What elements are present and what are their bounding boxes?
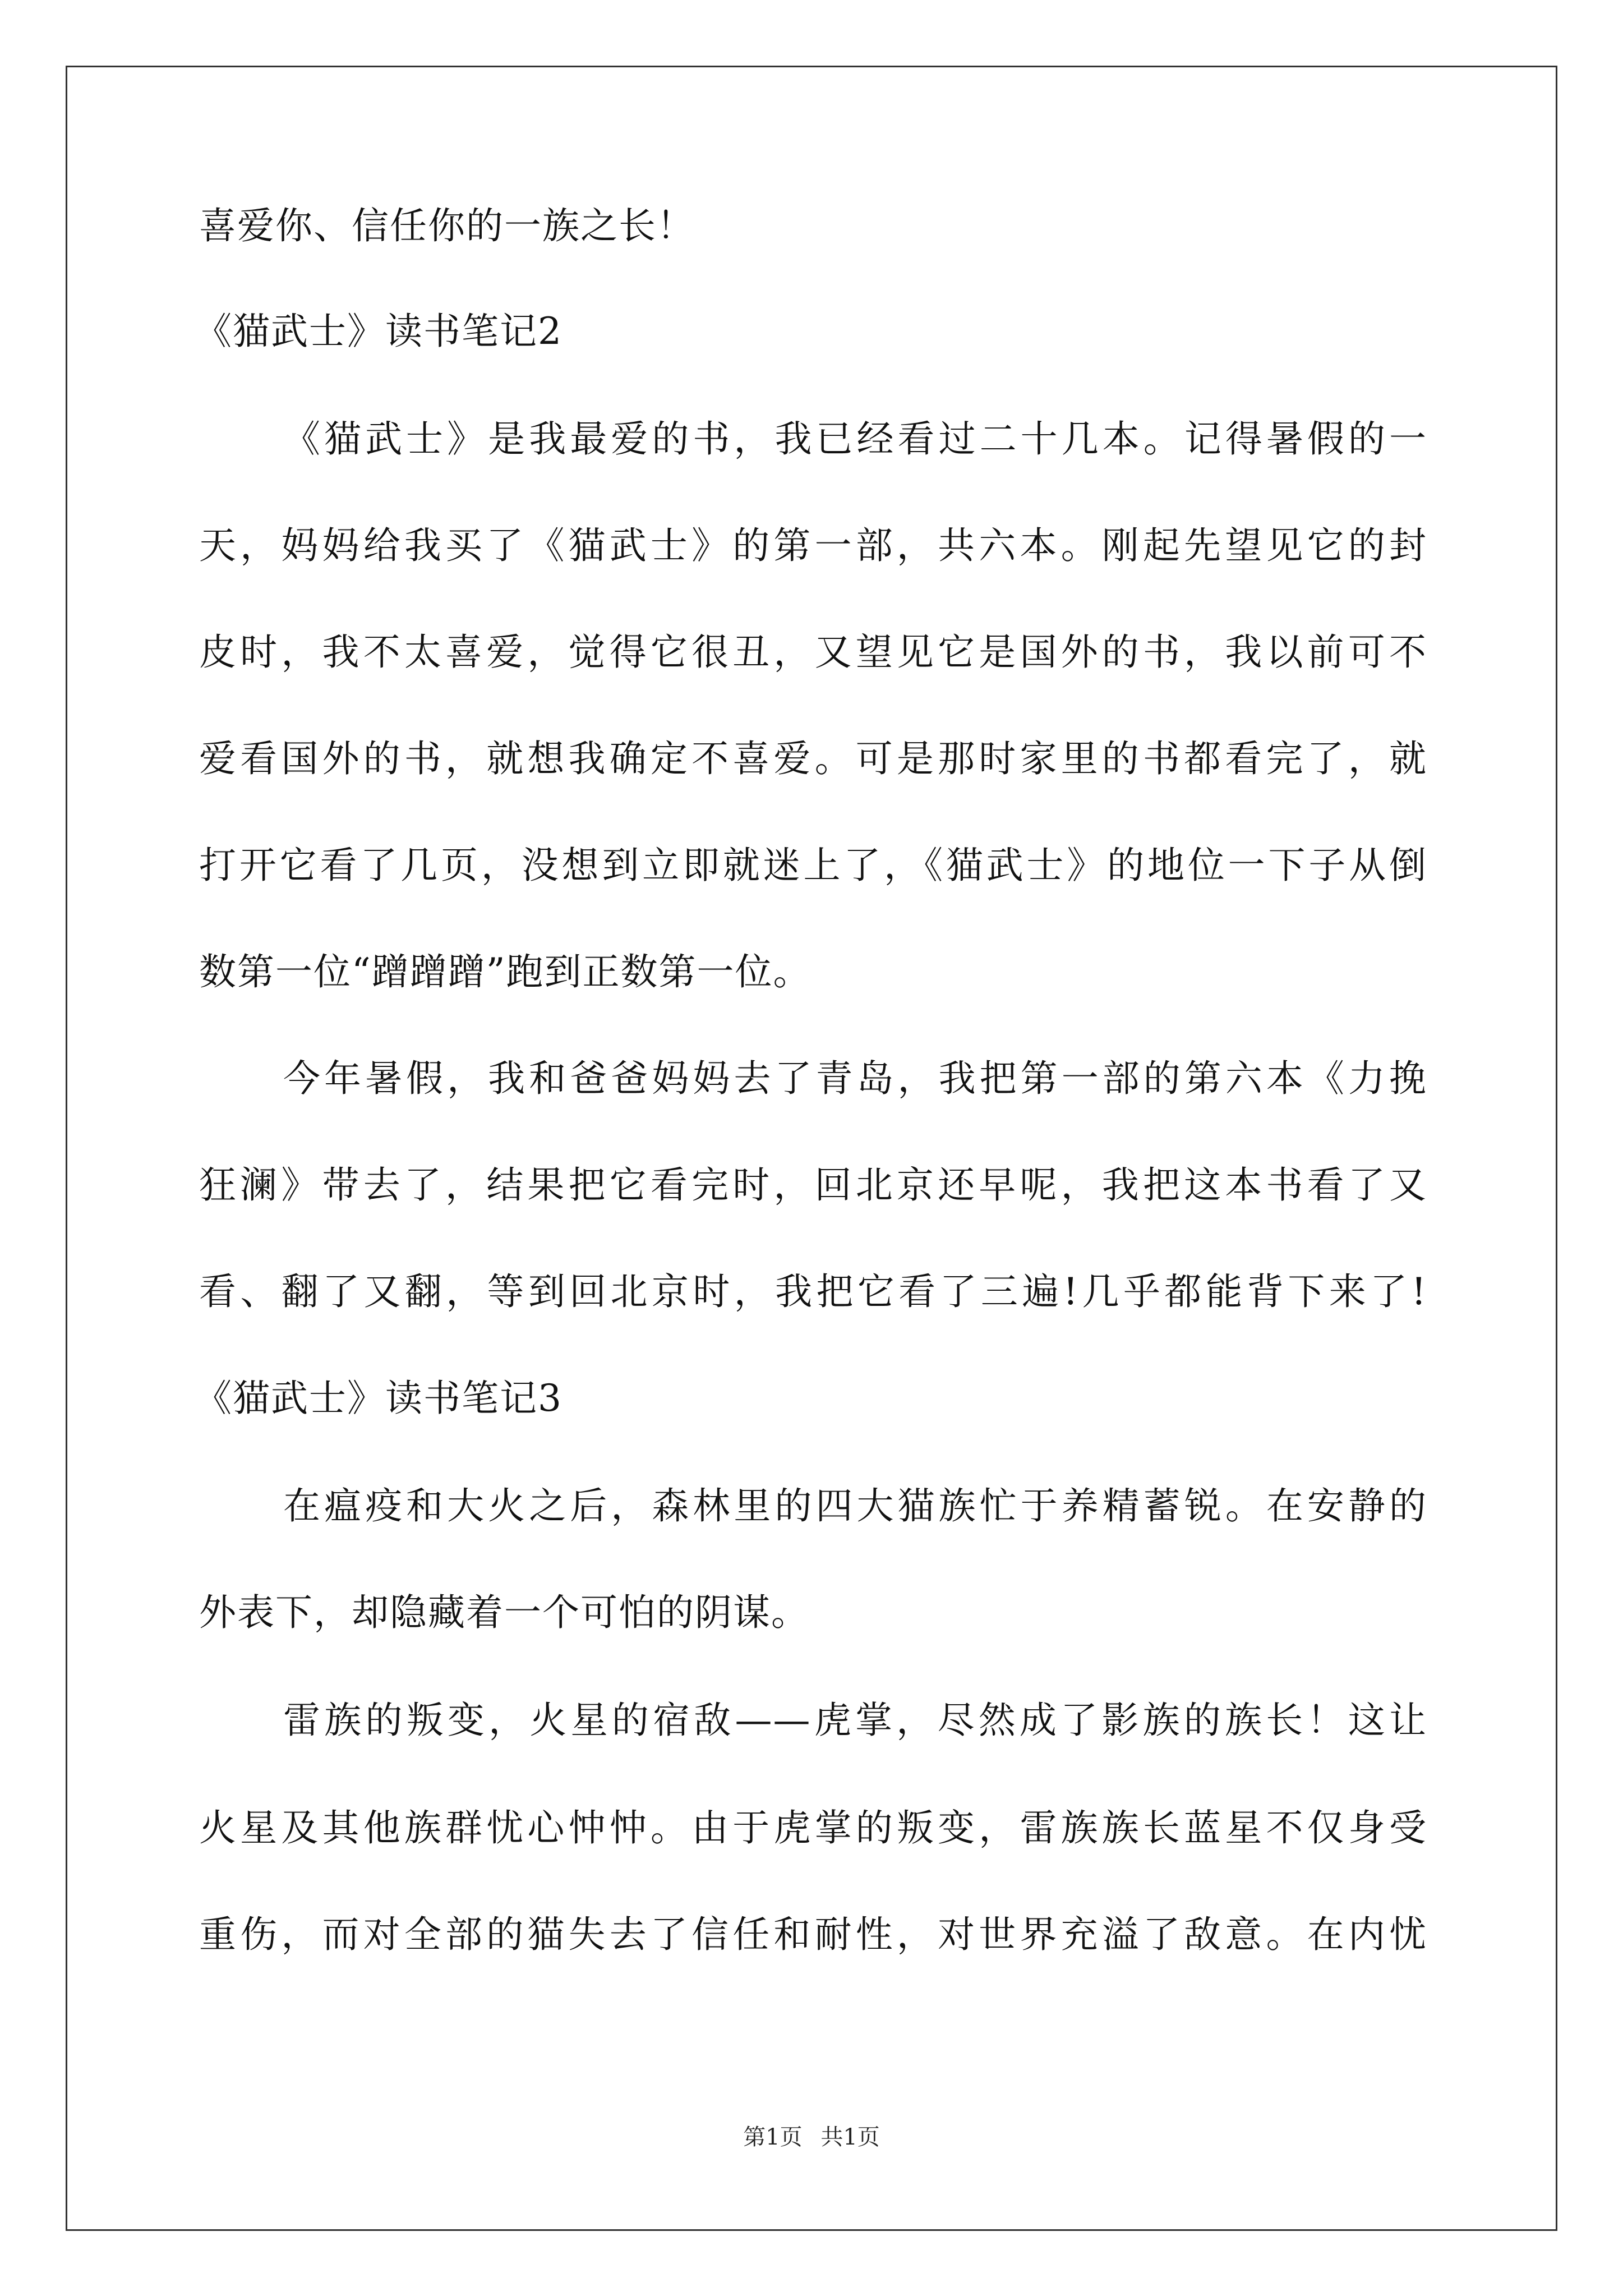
paragraph-line: 皮时，我不太喜爱，觉得它很丑，又望见它是国外的书，我以前可不 <box>199 631 1427 674</box>
paragraph-line: 重伤，而对全部的猫失去了信任和耐性，对世界充溢了敌意。在内忧 <box>199 1913 1427 1956</box>
text-line-continuation: 喜爱你、信任你的一族之长！ <box>199 204 695 247</box>
page-border <box>66 66 1557 2231</box>
paragraph-line: 火星及其他族群忧心忡忡。由于虎掌的叛变，雷族族长蓝星不仅身受 <box>199 1806 1427 1849</box>
paragraph-line: 在瘟疫和大火之后，森林里的四大猫族忙于养精蓄锐。在安静的 <box>283 1484 1427 1527</box>
paragraph-line: 雷族的叛变，火星的宿敌——虎掌，尽然成了影族的族长！这让 <box>283 1699 1427 1742</box>
paragraph-line: 打开它看了几页，没想到立即就迷上了，《猫武士》的地位一下子从倒 <box>199 844 1427 887</box>
paragraph-line: 外表下，却隐藏着一个可怕的阴谋。 <box>199 1591 809 1634</box>
section-heading-3: 《猫武士》读书笔记3 <box>195 1377 562 1420</box>
page-number-current: 第1页 <box>743 2124 803 2150</box>
paragraph-line: 天，妈妈给我买了《猫武士》的第一部，共六本。刚起先望见它的封 <box>199 524 1427 567</box>
paragraph-line: 今年暑假，我和爸爸妈妈去了青岛，我把第一部的第六本《力挽 <box>283 1057 1427 1100</box>
page-footer <box>0 2125 1623 2150</box>
page-number-total: 共1页 <box>820 2124 880 2150</box>
paragraph-line: 狂澜》带去了，结果把它看完时，回北京还早呢，我把这本书看了又 <box>199 1163 1427 1207</box>
paragraph-line: 爱看国外的书，就想我确定不喜爱。可是那时家里的书都看完了，就 <box>199 737 1427 780</box>
paragraph-line: 《猫武士》是我最爱的书，我已经看过二十几本。记得暑假的一 <box>283 417 1427 461</box>
paragraph-line: 数第一位“蹭蹭蹭”跑到正数第一位。 <box>199 950 811 993</box>
paragraph-line: 看、翻了又翻，等到回北京时，我把它看了三遍!几乎都能背下来了! <box>199 1270 1427 1313</box>
section-heading-2: 《猫武士》读书笔记2 <box>195 310 562 353</box>
